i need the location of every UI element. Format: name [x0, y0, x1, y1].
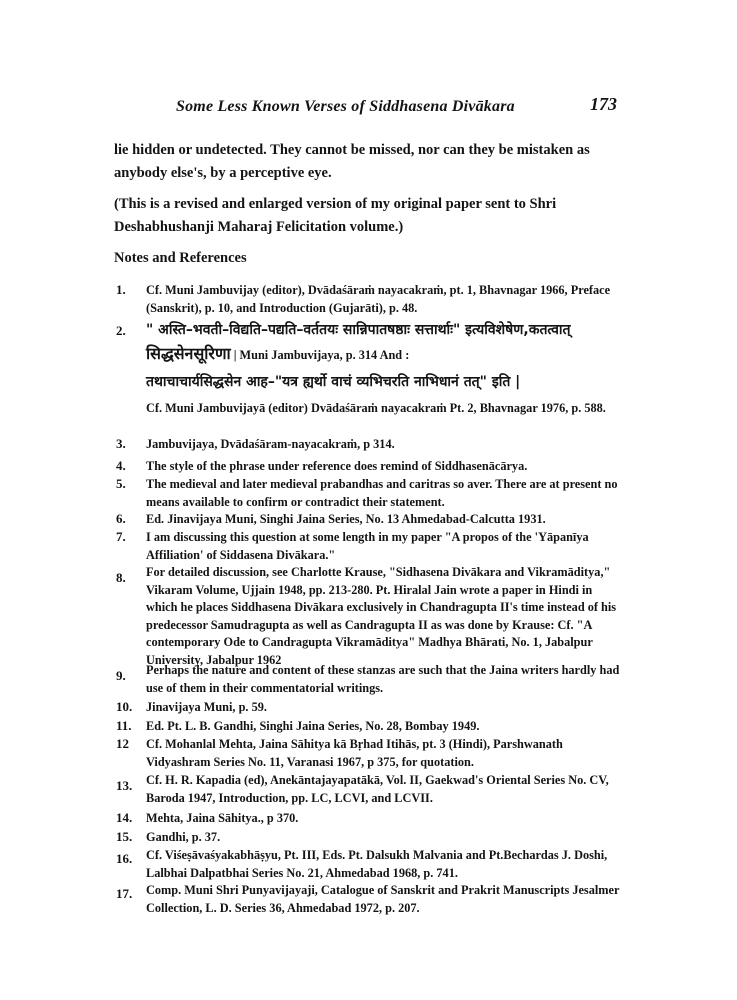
note-number: 9. — [116, 668, 126, 683]
body-paragraph-2: (This is a revised and enlarged version of my original paper sent to Shri Deshabhushanji Maharaj Felicitation volume.) — [114, 196, 557, 235]
note-number: 5. — [116, 476, 126, 491]
note-text: Ed. Pt. L. B. Gandhi, Singhi Jaina Series, No. 28, Bombay 1949. — [146, 719, 480, 733]
note-number: 14. — [116, 810, 133, 825]
note-number: 8. — [116, 570, 126, 585]
note-text: I am discussing this question at some length in my paper "A propos of the 'Yāpanīya Affiliation' of Siddasena Divākara." — [146, 530, 589, 562]
note-number: 17. — [116, 886, 133, 901]
note-number: 16. — [116, 851, 133, 866]
running-title: Some Less Known Verses of Siddhasena Divākara — [176, 98, 515, 115]
section-title: Notes and References — [114, 250, 247, 266]
note-number: 7. — [116, 529, 126, 544]
note-text: Mehta, Jaina Sāhitya., p 370. — [146, 811, 299, 825]
sanskrit-line-3: तथाचाचार्यसिद्धसेन आह–"यत्र ह्यर्थो वाचं व्यभिचरति नाभिधानं तत्" इति | — [146, 374, 521, 390]
note-text: Cf. Viśeṣāvaśyakabhāṣyu, Pt. III, Eds. Pt. Dalsukh Malvania and Pt.Bechardas J. Doshi, Lalbhai Dalpatbhai Series No. 21, Ahmedabad 1968, p. 741. — [146, 848, 608, 880]
page-number: 173 — [590, 94, 617, 114]
note-text: Jambuvijaya, Dvādaśāram-nayacakraṁ, p 314. — [146, 437, 395, 451]
note-text: Cf. H. R. Kapadia (ed), Anekāntajayapatākā, Vol. II, Gaekwad's Oriental Series No. CV, Baroda 1947, Introduction, pp. LC, LCVI, and LCVII. — [146, 773, 609, 805]
note-text-sanskrit — [146, 318, 626, 418]
note-number: 11. — [116, 718, 132, 733]
note-text: Cf. Mohanlal Mehta, Jaina Sāhitya kā Bṛhad Itihās, pt. 3 (Hindi), Parshwanath Vidyashram Series No. 11, Varanasi 1967, p 375, for quotation. — [146, 737, 563, 769]
note-text: The style of the phrase under reference does remind of Siddhasenācārya. — [146, 459, 528, 473]
note-number: 4. — [116, 458, 126, 473]
note-number: 3. — [116, 436, 126, 451]
note-text: For detailed discussion, see Charlotte Krause, "Sidhasena Divākara and Vikramāditya," Vikaram Volume, Ujjain 1948, pp. 213-280. Pt. Hiralal Jain wrote a paper in Hindi in which he places Siddhasena Divākara exclusively in Chandragupta II's time instead of his predecessor Samudragupta as well as Candragupta II as was done by Krause: Cf. "A contemporary Ode to Candragupta Vikramāditya" Madhya Bhārati, No. 1, Jabalpur University, Jabalpur 1962 — [146, 565, 617, 667]
note-text: Gandhi, p. 37. — [146, 830, 221, 844]
sanskrit-line-2-tail: | Muni Jambuvijaya, p. 314 And : — [233, 348, 410, 362]
note-text: Ed. Jinavijaya Muni, Singhi Jaina Series, No. 13 Ahmedabad-Calcutta 1931. — [146, 512, 546, 526]
sanskrit-line-2: सिद्धसेनसूरिणा — [146, 344, 231, 363]
body-paragraph-1: lie hidden or undetected. They cannot be missed, nor can they be mistaken as anybody else's, by a perceptive eye. — [114, 142, 590, 181]
note-text: Jinavijaya Muni, p. 59. — [146, 700, 267, 714]
note-text: Comp. Muni Shri Punyavijayaji, Catalogue of Sanskrit and Prakrit Manuscripts Jesalmer Collection, L. D. Series 36, Ahmedabad 1972, p. 207. — [146, 883, 620, 915]
note-text: The medieval and later medieval prabandhas and caritras so aver. There are at present no means available to confirm or contradict their statement. — [146, 477, 618, 509]
note-number: 2. — [116, 323, 126, 338]
note-number: 6. — [116, 511, 126, 526]
sanskrit-line-1: " अस्ति–भवती–विद्यति–पद्यति–वर्ततयः सान्निपातषष्ठाः सत्तार्थाः" इत्यविशेषेण,कतत्वात् — [146, 322, 571, 338]
note-number: 10. — [116, 699, 133, 714]
note-number: 1. — [116, 282, 126, 297]
note-number: 13. — [116, 778, 133, 793]
note-number: 15. — [116, 829, 133, 844]
note-text: Cf. Muni Jambuvijayā (editor) Dvādaśāraṁ nayacakraṁ Pt. 2, Bhavnagar 1976, p. 588. — [146, 401, 606, 415]
note-text: Perhaps the nature and content of these stanzas are such that the Jaina writers hardly had use of them in their commentatorial writings. — [146, 663, 620, 695]
note-text: Cf. Muni Jambuvijay (editor), Dvādaśāraṁ nayacakraṁ, pt. 1, Bhavnagar 1966, Preface (Sanskrit), p. 10, and Introduction (Gujarāti), p. 48. — [146, 283, 611, 315]
note-number: 12 — [116, 736, 129, 751]
